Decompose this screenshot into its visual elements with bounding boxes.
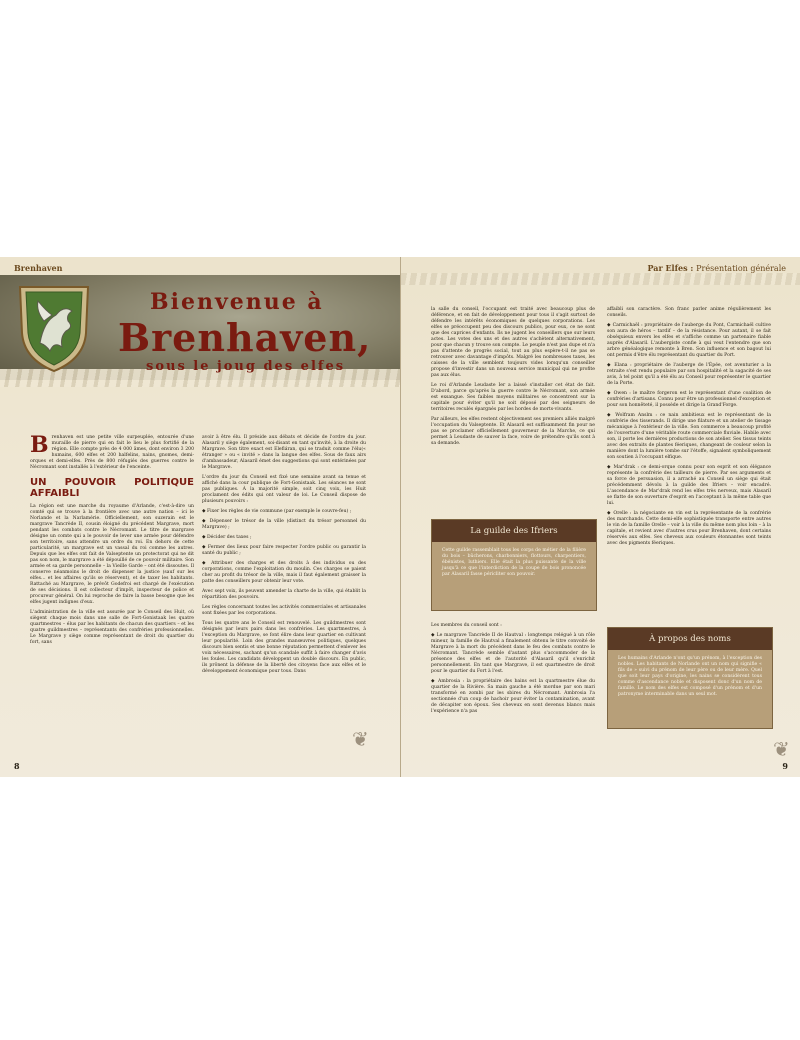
griffin-shield-icon [14, 281, 94, 373]
intro-paragraph: Brenhaven est une petite ville surpeuplée, entourée d'une muraille de pierre qui en fait le lieu le plus fortifié de la région. Elle compte près de 4 000 âmes, dont environ 3 200 humains, 600 elfes et 200 halfelins, nains, gnomes, demi-orques et demi-elfes. Près de 800 réfugiés des guerres contre le Nécromant sont installés à l'extérieur de l'enceinte. [30, 432, 194, 470]
running-header: Brenhaven [14, 263, 63, 273]
drop-cap: B [30, 432, 49, 458]
right-page [400, 257, 800, 777]
section-heading: UN POUVOIR POLITIQUE AFFAIBLI [30, 477, 194, 499]
list-item: ◆ Orelle : la négociante en vin est la représentante de la confrérie des marchands. Cette demi-elfe sophistiquée transporte entre autres le vin de la famille Orelle – voir à la ville du même nom plus loin – à la capitale, et revient avec d'autres crus pour Brenhaven, dont certains réservés aux elfes. Ses cheveux aux couleurs étonnantes sont teints avec des pigments féeriques. [607, 511, 771, 546]
paragraph: Tous les quatre ans le Conseil est renouvelé. Les guildmestres sont désignés par leurs pairs dans les confréries. Les quartmestres, à l'exception du Margrave, se font élire dans leur quartier en cultivant leur popularité. Loin des grandes manœuvres politiques, quelques discours bien sentis et une bonne réputation permettent d'enlever les voix nécessaires, sachant qu'un scandale suffit à faire changer d'avis les foules. Les candidats développent un double discours. En public, ils prônent la défense de la liberté des citoyens face aux elfes et le développement économique pour tous. Dans [202, 621, 366, 674]
guild-sidebar-box [431, 519, 597, 611]
list-item: ◆ Fixer les règles de vie commune (par exemple le couvre-feu) ; [202, 509, 352, 514]
paragraph: Les membres du conseil sont : [431, 623, 502, 628]
council-members-list [431, 623, 595, 719]
list-item: ◆ Elana : propriétaire de l'auberge de l'Épée, cet aventurier a la retraite s'est rendu populaire par son hospitalité et la sagacité de ses avis, à tel point qu'il a été élu au Conseil pour représenter le quartier de la Porte. [607, 363, 771, 386]
left-column-1 [30, 432, 194, 650]
box-body: Les humains d'Arlande n'ont qu'un prénom, à l'exception des nobles. Les habitants de Norlande ont un nom qui signifie « fils de » suivi du prénom de leur père ou de leur mère. Quel que soit leur pays d'origine, les nains se considèrent tous comme d'ascendance noble et disposent donc d'un nom de famille. Le nom des elfes est composé d'un prénom et d'un patronyme interminable dans un seul mot. [618, 656, 762, 697]
paragraph: L'ordre du jour du Conseil est fixé une semaine avant sa tenue et affiché dans la cour publique de Fort-Gonistaak. Les séances ne sont pas publiques. À la majorité simple, soit cinq voix, les Huit proclament des édits qui ont valeur de loi. Le Conseil dispose de plusieurs pouvoirs : [202, 475, 366, 504]
paragraph: Le roi d'Arlande Leudaste Ier a laissé s'installer cet état de fait. D'abord, parce qu'après la guerre contre le Nécromant, son armée est exsangue. Ses faibles moyens militaires se concentrent sur la capitale pour éviter qu'il ne soit déposé par des seigneurs de territoires reculés épargnés par les hordes de morts-vivants. [431, 383, 595, 412]
right-column-1 [431, 307, 595, 451]
title-line-3: sous le joug des elfes [146, 359, 346, 374]
box-title: À propos des noms [608, 628, 772, 650]
box-title: La guilde des Ifriers [432, 520, 596, 542]
right-column-2 [607, 307, 771, 551]
list-item: ◆ Le margrave Tancrède II de Hautval : longtemps relégué à un rôle mineur, la famille de Hautval a finalement obtenu le titre convoité de Margrave à la mort du précédent dans le feu des combats contre le Nécromant. Tancrède semble d'autant plus s'accommoder de la présence des elfes et de l'autorité d'Alasaril qu'il s'enrichit personnellement. En tant que Margrave, il est quartmestre de droit pour le quartier du Fort à l'est. [431, 633, 595, 674]
paragraph: la salle du conseil, l'occupant est traité avec beaucoup plus de déférence, et en fait de développement pour tous il s'agit surtout de défendre les intérêts économiques de quelques corporations. Les elfes se préoccupent peu des discours publics, pour eux, ce ne sont que des caprices d'enfants. Ils ne jugent les conseillers que sur leurs actes. Les votes des uns et des autres s'achètent alternativement, pour que chacun y trouve son compte. Le peuple n'est pas dupe et n'a pas d'attente de progrès social, tout au plus espère-t-il ne pas se retrouver avec davantage d'impôts. Malgré les nombreuses taxes, les caisses de la ville semblent toujours vides lorsqu'un conseiller propose d'investir dans un nouveau service municipal qui ne profite pas aux élus. [431, 307, 595, 378]
paragraph: La région est une marche du royaume d'Arlande, c'est-à-dire un comté qui se trouve à la frontière avec une autre nation – ici le Norlande et la Narlamérie. Officiellement, son suzerain est le margrave Tancrède II, cousin éloigné du précédent Margrave, mort pendant les combats contre le Nécromant. Le titre de margrave désigne un comte qui a le pouvoir de lever une armée pour défendre son territoire, sans attendre un ordre du roi. En dehors de cette particularité, un margrave est un vassal du roi comme les autres. Depuis que les elfes ont fait de Valseptente un protectorat qui ne dit pas son nom, le margrave a été dépouillé de ce pouvoir militaire. Son armée et sa garde personnelle – la Vieille Garde – ont été dissoutes. Il conserve néanmoins le droit de dispenser la justice (sauf sur les elfes… et les affaires qu'ils se réservent), et de taxer les habitants. Rattaché au Margrave, le prévôt Godefroi est chargé de l'exécution de ses décisions. Il est collecteur d'impôt, inspecteur de police et procureur général. On lui reproche de faire la basse besogne que les elfes jugent indignes d'eux. [30, 504, 194, 605]
list-item: ◆ Attribuer des charges et des droits à des individus ou des corporations, comme l'exploitation du moulin. Ces charges se paient cher au profit du trésor de la ville, mais il faut également graisser la patte des conseillers pour obtenir leur vote. [202, 561, 366, 584]
running-header: Par Elfes : Présentation générale [647, 263, 786, 273]
list-item: ◆ Fermer des lieux pour faire respecter l'ordre public ou garantir la santé du public ; [202, 545, 366, 556]
book-spread [0, 257, 800, 777]
names-sidebar-box [607, 627, 773, 729]
header-torn-edge [401, 273, 800, 285]
list-item: ◆ Décider des taxes ; [202, 535, 252, 540]
list-item: ◆ Wolfram Anslm : ce nain ambitieux est le représentant de la confrérie des tisserands. Il dirige une filature et un atelier de tissage mécanique à l'extérieur de la ville. Son commerce a beaucoup profité de l'ouverture d'une véritable route commerciale fluviale. Habile avec son, il porte les dernières productions de son atelier. Ses tissus teints avec des extraits de plantes féeriques, changeant de couleur selon la manière dont la lumière tombe sur l'étoffe, signalent symboliquement son soutien à l'occupant elfique. [607, 413, 772, 460]
list-item: ◆ Owen : le maître forgeron est le représentant d'une coalition de confréries d'artisans. Connu pour être un professionnel d'exception et pour son honnêteté, il possède et dirige la Grand'Forge. [607, 391, 771, 408]
powers-list [202, 509, 366, 585]
title-line-2: Brenhaven, [118, 315, 372, 360]
left-page [0, 257, 400, 777]
list-item: ◆ Mar'drak : ce demi-orque connu pour son esprit et son élégance représente la confrérie des tailleurs de pierre. Par ses arguments et sa force de persuasion, il a arraché au Conseil un siège qui était précédemment dévolu à la guilde des Ifriers – voir encadré. L'ascendance de Mar'drak rend les elfes très nerveux, mais Alasaril se flatte de son ouverture d'esprit en l'acceptant à la même table que lui. [607, 465, 771, 506]
paragraph: affaibli son caractère. Son franc parler anime régulièrement les conseils. [607, 307, 771, 318]
list-item: ◆ Dépenser le trésor de la ville (distinct du trésor personnel du Margrave) ; [202, 519, 366, 530]
vine-ornament-icon: ❦ [773, 737, 790, 761]
left-column-2 [202, 435, 366, 679]
paragraph: L'administration de la ville est assurée par le Conseil des Huit, où siègent chaque mois dans une salle de Fort-Gonistaak les quatre quartmestres – élus par les habitants de chacun des quartiers – et les quatre guildmestres – représentants des confréries professionnelles. Le Margrave y siège comme représentant de droit du quartier du fort, sans [30, 610, 194, 645]
paragraph: Les règles concernant toutes les activités commerciales et artisanales sont fixées par les corporations. [202, 605, 366, 616]
list-item: ◆ Ambrosia : la propriétaire des bains est la quartmestre élue du quartier de la Rivière. Sa main gauche a été mordue par son mari transformé en zombi par les sbires du Nécromant. Ambrosia l'a sectionnée d'un coup de hachoir pour éviter la contamination, avant de décapiter son époux. Ses cheveux en sont devenus blancs mais l'expérience n'a pas [431, 679, 595, 714]
box-body: Cette guilde rassemblait tous les corps de métier de la filière du bois – bûcherons, charbonniers, flottours, charpentiers, ébénistes, luthiers. Elle était la plus puissante de la ville jusqu'à ce que l'interdiction de la coupe de bois prononcée par Alasaril fasse péricliter son pouvoir. [442, 548, 586, 577]
page-number: 8 [14, 761, 20, 771]
list-item: ◆ Carmichaël : propriétaire de l'auberge du Pont, Carmichaël cultive son aura de héros – tardif – de la résistance. Pour autant, il se fait obséquieux envers les elfes et s'affiche comme un partenaire fiable auprès d'Alasaril. L'aubergiste confie à qui veut l'entendre que son arbre généalogique remonte à Bren. Son influence et son bagout lui ont permis d'être élu représentant du quartier du Port. [607, 323, 771, 358]
title-line-1: Bienvenue à [150, 289, 324, 315]
paragraph: Avec sept voix, ils peuvent amender la charte de la ville, qui établit la répartition des pouvoirs. [202, 589, 366, 600]
paragraph: Par ailleurs, les elfes restent objectivement ses premiers alliés malgré l'occupation du Valseptente. Et Alasaril est suffisamment fin pour ne pas se proclamer officiellement gouverneur de la Marche, ce qui permet à Leudaste de sauver la face, voire de prétendre qu'ils sont à sa demande. [431, 417, 595, 446]
vine-ornament-icon: ❦ [352, 727, 369, 751]
page-number: 9 [782, 761, 788, 771]
paragraph: avoir à être élu. Il préside aux débats et décide de l'ordre du jour. Alasaril y siège également, soi-disant en tant qu'invité, à la droite du Margrave. Son titre exact est Elefláran, qui se traduit comme l'élu(« étranger » ou « invité » dans la langue des elfes. Sous de faux airs d'ambassadeur, Alasaril émet des suggestions qui sont entérinées par le Margrave. [202, 435, 366, 470]
